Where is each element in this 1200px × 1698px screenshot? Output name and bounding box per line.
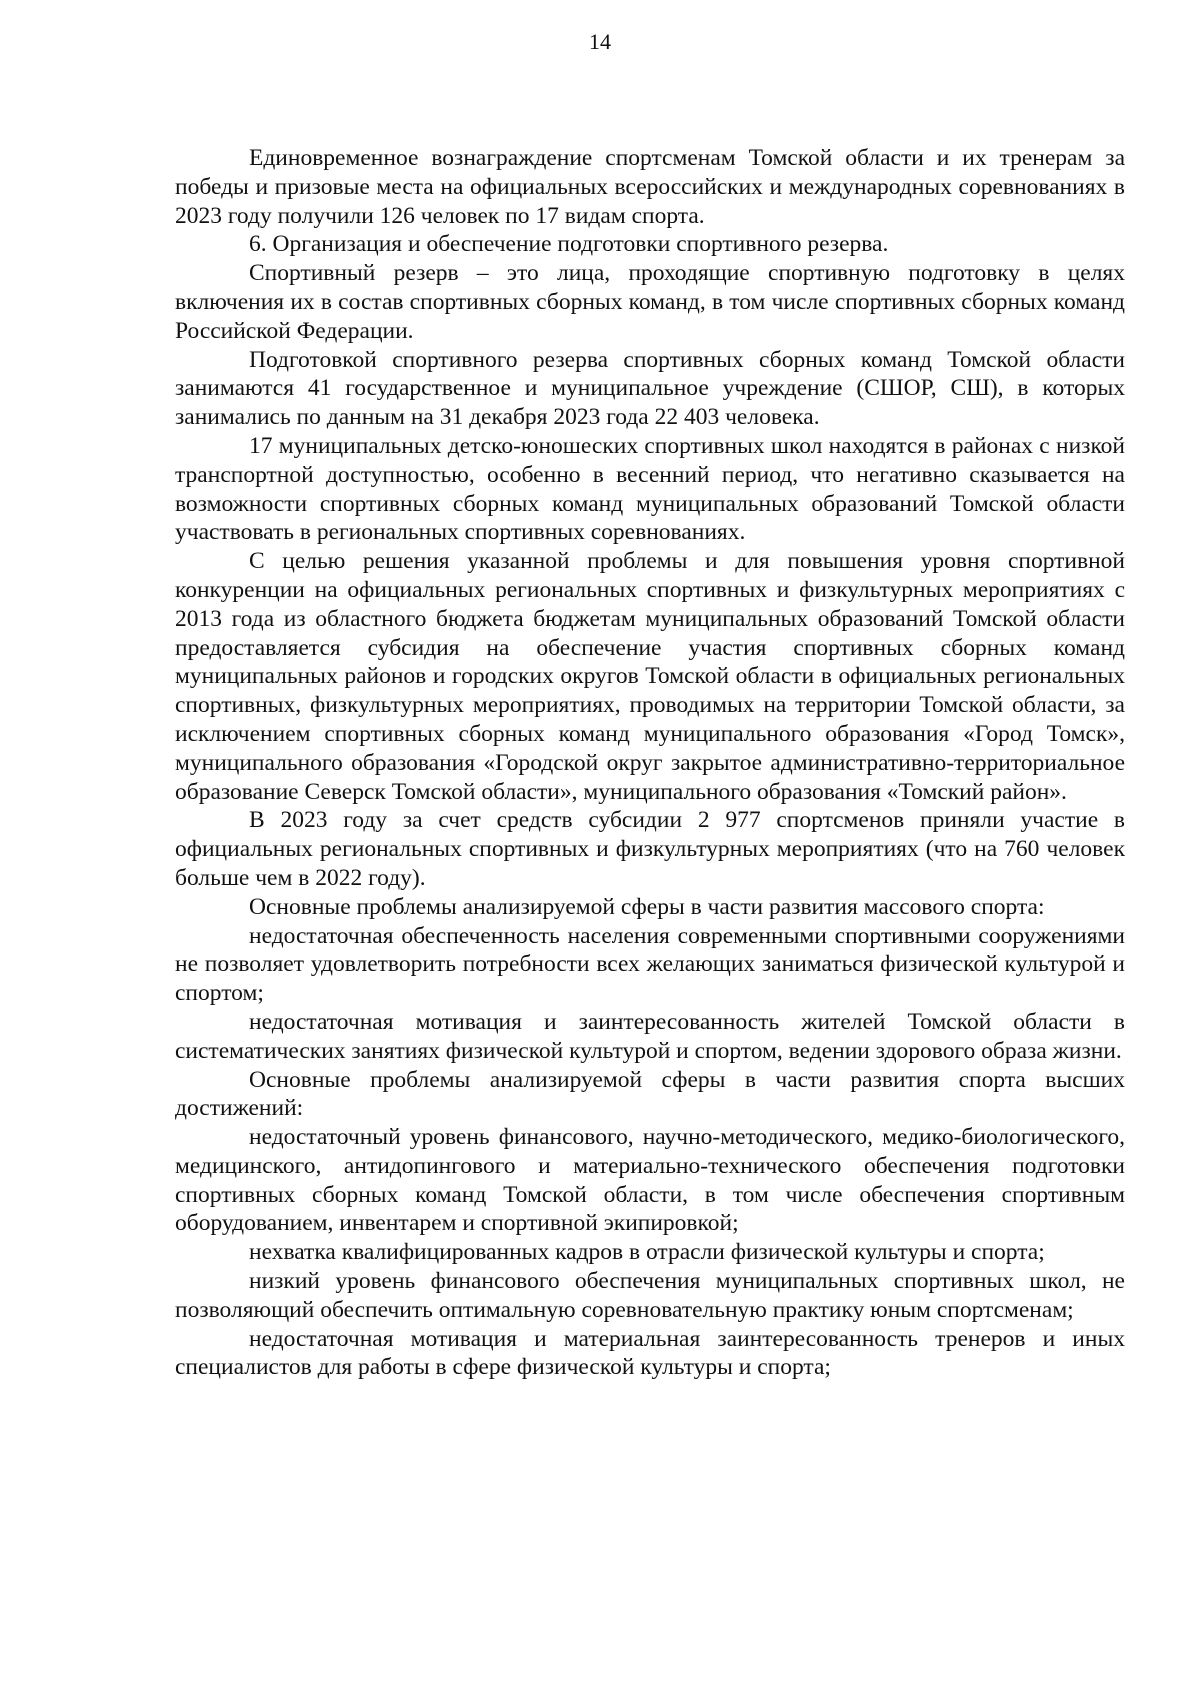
paragraph-reserve-institutions: Подготовкой спортивного резерва спортивных сборных команд Томской области занимаются 41 государственное и муниципальное учреждение (СШОР, СШ), в которых занимались по данным на 31 декабря 2023 года 22 403 человека. [175, 346, 1125, 431]
paragraph-award: Единовременное вознаграждение спортсменам Томской области и их тренерам за победы и призовые места на официальных всероссийских и международных соревнованиях в 2023 году получили 126 человек по 17 видам спорта. [175, 145, 1125, 229]
page-number: 14 [589, 29, 611, 54]
paragraph-subsidy: С целью решения указанной проблемы и для повышения уровня спортивной конкуренции на официальных региональных спортивных и физкультурных мероприятиях с 2013 года из областного бюджета бюджетам муниципальных образований Томской области предоставляется субсидия на обеспечение участия спортивных сборных команд муниципальных районов и городских округов Томской области в официальных региональных спортивных, физкультурных мероприятиях, проводимых на территории Томской области, за исключением спортивных сборных команд муниципального образования «Город Томск», муниципального образования «Городской округ закрытое административно-территориальное образование Северск Томской области», муниципального образования «Томский район». [175, 548, 1125, 805]
paragraph-reserve-definition: Спортивный резерв – это лица, проходящие спортивную подготовку в целях включения их в состав спортивных сборных команд, в том числе спортивных сборных команд Российской Федерации. [175, 260, 1125, 344]
paragraph-problem-staff: нехватка квалифицированных кадров в отрасли физической культуры и спорта; [249, 1239, 1045, 1266]
paragraph-problem-coach-motivation: недостаточная мотивация и материальная заинтересованность тренеров и иных специалистов для работы в сфере физической культуры и спорта; [175, 1325, 1125, 1381]
paragraph-problem-facilities: недостаточная обеспеченность населения современными спортивными сооружениями не позволяет удовлетворить потребности всех желающих заниматься физической культурой и спортом; [175, 922, 1125, 1007]
paragraph-problem-school-funding: низкий уровень финансового обеспечения муниципальных спортивных школ, не позволяющий обеспечить оптимальную соревновательную практику юным спортсменам; [175, 1268, 1125, 1323]
paragraph-problem-support-level: недостаточный уровень финансового, научно-методического, медико-биологического, медицинского, антидопингового и материально-технического обеспечения подготовки спортивных сборных команд Томской области, в том числе обеспечения спортивным оборудованием, инвентарем и спортивной экипировкой; [175, 1124, 1125, 1237]
document-body [175, 144, 1125, 1382]
paragraph-elite-sport-problems: Основные проблемы анализируемой сферы в части развития спорта высших достижений: [175, 1066, 1125, 1122]
paragraph-problem-motivation: недостаточная мотивация и заинтересованность жителей Томской области в систематических занятиях физической культурой и спортом, ведении здорового образа жизни. [175, 1008, 1125, 1064]
paragraph-municipal-schools: 17 муниципальных детско-юношеских спортивных школ находятся в районах с низкой транспортной доступностью, особенно в весенний период, что негативно сказывается на возможности спортивных сборных команд муниципальных образований Томской области участвовать в региональных спортивных соревнованиях. [175, 432, 1125, 546]
paragraph-subsidy-results: В 2023 году за счет средств субсидии 2 977 спортсменов приняли участие в официальных региональных спортивных и физкультурных мероприятиях (что на 760 человек больше чем в 2022 году). [175, 807, 1125, 891]
paragraph-mass-sport-problems: Основные проблемы анализируемой сферы в части развития массового спорта: [249, 893, 1045, 920]
paragraph-section-heading: 6. Организация и обеспечение подготовки спортивного резерва. [249, 231, 889, 258]
